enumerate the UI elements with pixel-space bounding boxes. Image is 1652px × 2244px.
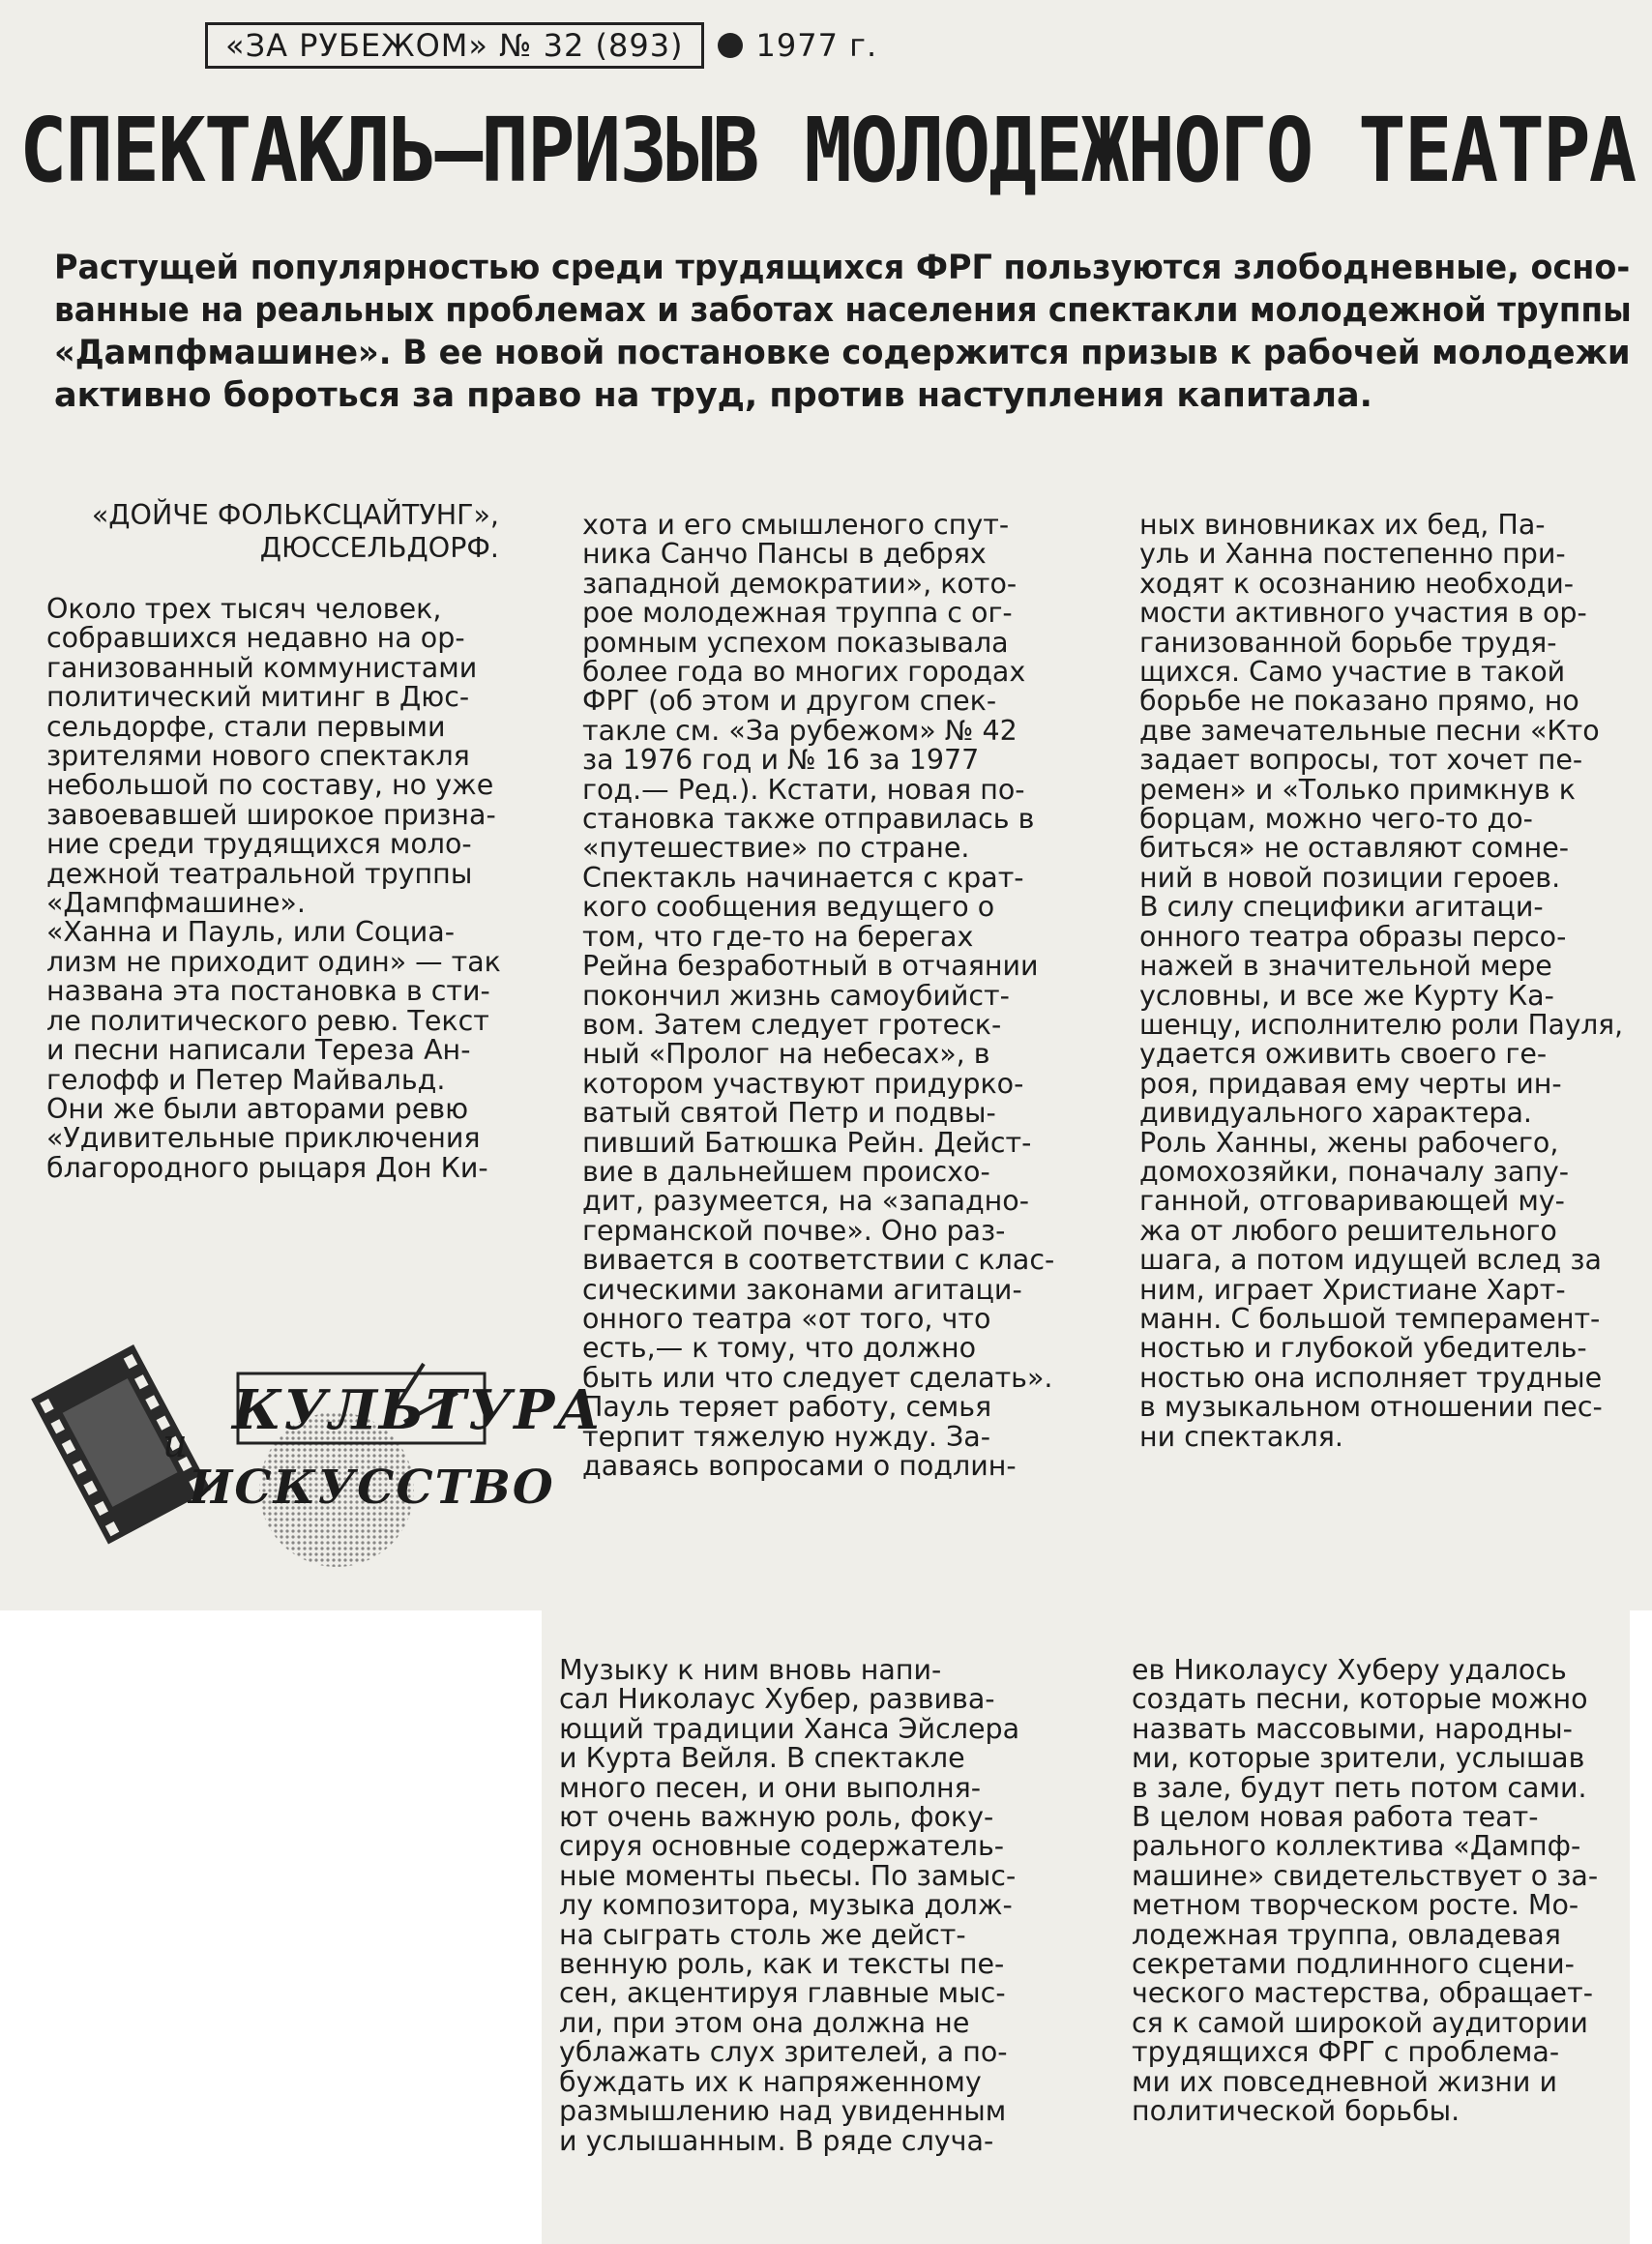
text-line: дит, разумеется, на «западно- bbox=[582, 1185, 1029, 1218]
text-line: трудящихся ФРГ с проблема- bbox=[1132, 2036, 1560, 2069]
text-line: ные моменты пьесы. По замыс- bbox=[559, 1859, 1017, 1892]
text-line: лу композитора, музыка долж- bbox=[559, 1889, 1013, 1922]
text-line: такле см. «За рубежом» № 42 bbox=[582, 714, 1018, 747]
text-line: вие в дальнейшем происхо- bbox=[582, 1155, 990, 1188]
text-line: названа эта постановка в сти- bbox=[46, 975, 490, 1008]
text-line: «Дампфмашине». bbox=[46, 887, 306, 920]
text-line: пивший Батюшка Рейн. Дейст- bbox=[582, 1126, 1032, 1159]
text-line: хота и его смышленого спут- bbox=[582, 509, 1010, 541]
text-line: ностью она исполняет трудные bbox=[1139, 1361, 1603, 1394]
text-line: удается оживить своего ге- bbox=[1139, 1038, 1548, 1071]
text-line: ми их повседневной жизни и bbox=[1132, 2065, 1558, 2098]
rubric-title: КУЛЬТУРА bbox=[232, 1378, 603, 1442]
text-line: сируя основные содержатель- bbox=[559, 1830, 1005, 1863]
text-line: онного театра «от того, что bbox=[582, 1302, 991, 1335]
text-line: Они же были авторами ревю bbox=[46, 1092, 469, 1125]
text-line: ника Санчо Пансы в дебрях bbox=[582, 538, 987, 571]
publication-name: «ЗА РУБЕЖОМ» № 32 (893) bbox=[225, 27, 684, 64]
source-byline bbox=[54, 499, 499, 565]
text-line: В целом новая работа теат- bbox=[1132, 1801, 1539, 1834]
column-1 bbox=[46, 595, 501, 1183]
text-line: домохозяйки, поначалу запу- bbox=[1139, 1155, 1570, 1188]
text-line: даваясь вопросами о подлин- bbox=[582, 1450, 1017, 1482]
text-line: ющий традиции Ханса Эйслера bbox=[559, 1712, 1020, 1745]
text-line: год.— Ред.). Кстати, новая по- bbox=[582, 773, 1025, 806]
text-line: есть,— к тому, что должно bbox=[582, 1332, 977, 1365]
text-line: ватый святой Петр и подвы- bbox=[582, 1097, 996, 1130]
text-line: Около трех тысяч человек, bbox=[46, 593, 442, 625]
text-line: вом. Затем следует гротеск- bbox=[582, 1008, 1002, 1041]
rubric-conjunction: и bbox=[162, 1422, 188, 1466]
article-headline: СПЕКТАКЛЬ—ПРИЗЫВ МОЛОДЕЖНОГО ТЕАТРА bbox=[19, 99, 1636, 202]
text-line: том, что где-то на берегах bbox=[582, 920, 974, 953]
text-line: ют очень важную роль, фоку- bbox=[559, 1801, 994, 1834]
text-line: Спектакль начинается с крат- bbox=[582, 861, 1024, 894]
rubric-subtitle: ИСКУССТВО bbox=[189, 1461, 555, 1515]
text-line: ганной, отговаривающей му- bbox=[1139, 1185, 1565, 1218]
text-line: западной демократии», кото- bbox=[582, 567, 1018, 600]
text-line: сен, акцентируя главные мыс- bbox=[559, 1977, 1006, 2010]
text-line: ним, играет Христиане Харт- bbox=[1139, 1273, 1566, 1306]
text-line: роя, придавая ему черты ин- bbox=[1139, 1067, 1562, 1100]
text-line: метном творческом росте. Мо- bbox=[1132, 1889, 1579, 1922]
text-line: более года во многих городах bbox=[582, 656, 1026, 689]
text-line: вивается в соответствии с клас- bbox=[582, 1244, 1055, 1277]
text-line: политический митинг в Дюс- bbox=[46, 681, 470, 714]
text-line: ние среди трудящихся моло- bbox=[46, 828, 472, 861]
page-margin bbox=[1630, 1610, 1652, 2244]
text-line: рального коллектива «Дампф- bbox=[1132, 1830, 1581, 1863]
source-name: «ДОЙЧЕ ФОЛЬКСЦАЙТУНГ», bbox=[91, 499, 499, 531]
text-line: благородного рыцаря Дон Ки- bbox=[46, 1151, 488, 1184]
text-line: ле политического ревю. Текст bbox=[46, 1004, 489, 1037]
text-line: секретами подлинного сцени- bbox=[1132, 1948, 1575, 1981]
text-line: В силу специфики агитаци- bbox=[1139, 891, 1544, 924]
text-line: ных виновниках их бед, Па- bbox=[1139, 509, 1546, 541]
column-5 bbox=[1132, 1656, 1625, 2127]
text-line: ублажать слух зрителей, а по- bbox=[559, 2036, 1008, 2069]
lead-line: ванные на реальных проблемах и заботах населения спектакли молодежной труппы bbox=[54, 291, 1632, 330]
text-line: ев Николаусу Хуберу удалось bbox=[1132, 1654, 1567, 1686]
text-line: сическими законами агитаци- bbox=[582, 1273, 1022, 1306]
text-line: быть или что следует сделать». bbox=[582, 1361, 1053, 1394]
text-line: котором участвуют придурко- bbox=[582, 1067, 1024, 1100]
masthead-frame bbox=[205, 22, 704, 69]
text-line: машине» свидетельствует о за- bbox=[1132, 1859, 1599, 1892]
text-line: Роль Ханны, жены рабочего, bbox=[1139, 1126, 1559, 1159]
text-line: назвать массовыми, народны- bbox=[1132, 1712, 1573, 1745]
text-line: ромным успехом показывала bbox=[582, 626, 1009, 659]
text-line: германской почве». Оно раз- bbox=[582, 1214, 1006, 1247]
text-line: терпит тяжелую нужду. За- bbox=[582, 1420, 991, 1453]
text-line: задает вопросы, тот хочет пе- bbox=[1139, 744, 1583, 777]
text-line: биться» не оставляют сомне- bbox=[1139, 832, 1570, 865]
column-4 bbox=[559, 1656, 1062, 2156]
text-line: ходят к осознанию необходи- bbox=[1139, 567, 1575, 600]
text-line: ный «Пролог на небесах», в bbox=[582, 1038, 990, 1071]
text-line: небольшой по составу, но уже bbox=[46, 769, 494, 802]
text-line: ганизованный коммунистами bbox=[46, 651, 478, 684]
bullet-icon bbox=[718, 33, 743, 58]
text-line: много песен, и они выполня- bbox=[559, 1771, 982, 1804]
source-city: ДЮССЕЛЬДОРФ. bbox=[259, 532, 499, 564]
text-line: создать песни, которые можно bbox=[1132, 1683, 1588, 1716]
text-line: ностью и глубокой убедитель- bbox=[1139, 1332, 1587, 1365]
text-line: условны, и все же Курту Ка- bbox=[1139, 979, 1554, 1012]
text-line: борцам, можно чего-то до- bbox=[1139, 803, 1533, 836]
text-line: ческого мастерства, обращает- bbox=[1132, 1977, 1593, 2010]
text-line: онного театра образы персо- bbox=[1139, 920, 1567, 953]
text-line: ремен» и «Только примкнув к bbox=[1139, 773, 1576, 806]
text-line: ни спектакля. bbox=[1139, 1420, 1343, 1453]
lead-line: активно бороться за право на труд, против наступления капитала. bbox=[54, 376, 1372, 415]
masthead bbox=[205, 21, 877, 70]
text-line: ФРГ (об этом и другом спек- bbox=[582, 685, 997, 718]
text-line: и Курта Вейля. В спектакле bbox=[559, 1742, 965, 1775]
text-line: собравшихся недавно на ор- bbox=[46, 622, 465, 655]
text-line: лизм не приходит один» — так bbox=[46, 945, 501, 978]
text-line: дежной театральной труппы bbox=[46, 857, 473, 890]
text-line: за 1976 год и № 16 за 1977 bbox=[582, 744, 980, 777]
text-line: размышлению над увиденным bbox=[559, 2095, 1007, 2128]
text-line: шага, а потом идущей вслед за bbox=[1139, 1244, 1602, 1277]
text-line: покончил жизнь самоубийст- bbox=[582, 979, 1010, 1012]
text-line: политической борьбы. bbox=[1132, 2095, 1460, 2128]
text-line: дивидуального характера. bbox=[1139, 1097, 1532, 1130]
text-line: в музыкальном отношении пес- bbox=[1139, 1391, 1603, 1424]
text-line: ся к самой широкой аудитории bbox=[1132, 2006, 1588, 2039]
text-line: лодежная труппа, овладевая bbox=[1132, 1918, 1561, 1951]
text-line: кого сообщения ведущего о bbox=[582, 891, 995, 924]
text-line: рое молодежная труппа с ог- bbox=[582, 597, 1013, 630]
text-line: Рейна безработный в отчаянии bbox=[582, 950, 1039, 983]
text-line: борьбе не показано прямо, но bbox=[1139, 685, 1579, 718]
page-margin bbox=[0, 1610, 542, 2244]
text-line: сал Николаус Хубер, развива- bbox=[559, 1683, 995, 1716]
text-line: уль и Ханна постепенно при- bbox=[1139, 538, 1566, 571]
column-2 bbox=[582, 511, 1066, 1481]
text-line: жа от любого решительного bbox=[1139, 1214, 1557, 1247]
text-line: Музыку к ним вновь напи- bbox=[559, 1654, 942, 1686]
column-3 bbox=[1139, 511, 1623, 1452]
text-line: становка также отправилась в bbox=[582, 803, 1035, 836]
text-line: и песни написали Тереза Ан- bbox=[46, 1034, 471, 1067]
text-line: Пауль теряет работу, семья bbox=[582, 1391, 992, 1424]
text-line: ли, при этом она должна не bbox=[559, 2006, 970, 2039]
text-line: «Удивительные приключения bbox=[46, 1122, 481, 1155]
publication-year: 1977 г. bbox=[755, 27, 878, 64]
text-line: ний в новой позиции героев. bbox=[1139, 861, 1561, 894]
lead-line: «Дампфмашине». В ее новой постановке содержится призыв к рабочей молодежи bbox=[54, 334, 1631, 372]
article-lead bbox=[54, 247, 1631, 417]
text-line: щихся. Само участие в такой bbox=[1139, 656, 1566, 689]
text-line: завоевавшей широкое призна- bbox=[46, 798, 496, 831]
lead-line: Растущей популярностью среди трудящихся ФРГ пользуются злободневные, осно- bbox=[54, 249, 1631, 287]
text-line: венную роль, как и тексты пе- bbox=[559, 1948, 1005, 1981]
text-line: «путешествие» по стране. bbox=[582, 832, 970, 865]
text-line: буждать их к напряженному bbox=[559, 2065, 982, 2098]
text-line: зрителями нового спектакля bbox=[46, 740, 470, 773]
text-line: две замечательные песни «Кто bbox=[1139, 714, 1600, 747]
text-line: в зале, будут петь потом сами. bbox=[1132, 1771, 1587, 1804]
text-line: на сыграть столь же дейст- bbox=[559, 1918, 966, 1951]
text-line: шенцу, исполнителю роли Пауля, bbox=[1139, 1008, 1624, 1041]
text-line: сельдорфе, стали первыми bbox=[46, 710, 446, 743]
text-line: манн. С большой темперамент- bbox=[1139, 1302, 1601, 1335]
text-line: ми, которые зрители, услышав bbox=[1132, 1742, 1585, 1775]
text-line: нажей в значительной мере bbox=[1139, 950, 1552, 983]
text-line: гелофф и Петер Майвальд. bbox=[46, 1063, 446, 1096]
rubric-stamp bbox=[17, 1325, 491, 1577]
text-line: мости активного участия в ор- bbox=[1139, 597, 1587, 630]
text-line: ганизованной борьбе трудя- bbox=[1139, 626, 1557, 659]
text-line: «Ханна и Пауль, или Социа- bbox=[46, 916, 456, 949]
text-line: и услышанным. В ряде случа- bbox=[559, 2124, 994, 2157]
